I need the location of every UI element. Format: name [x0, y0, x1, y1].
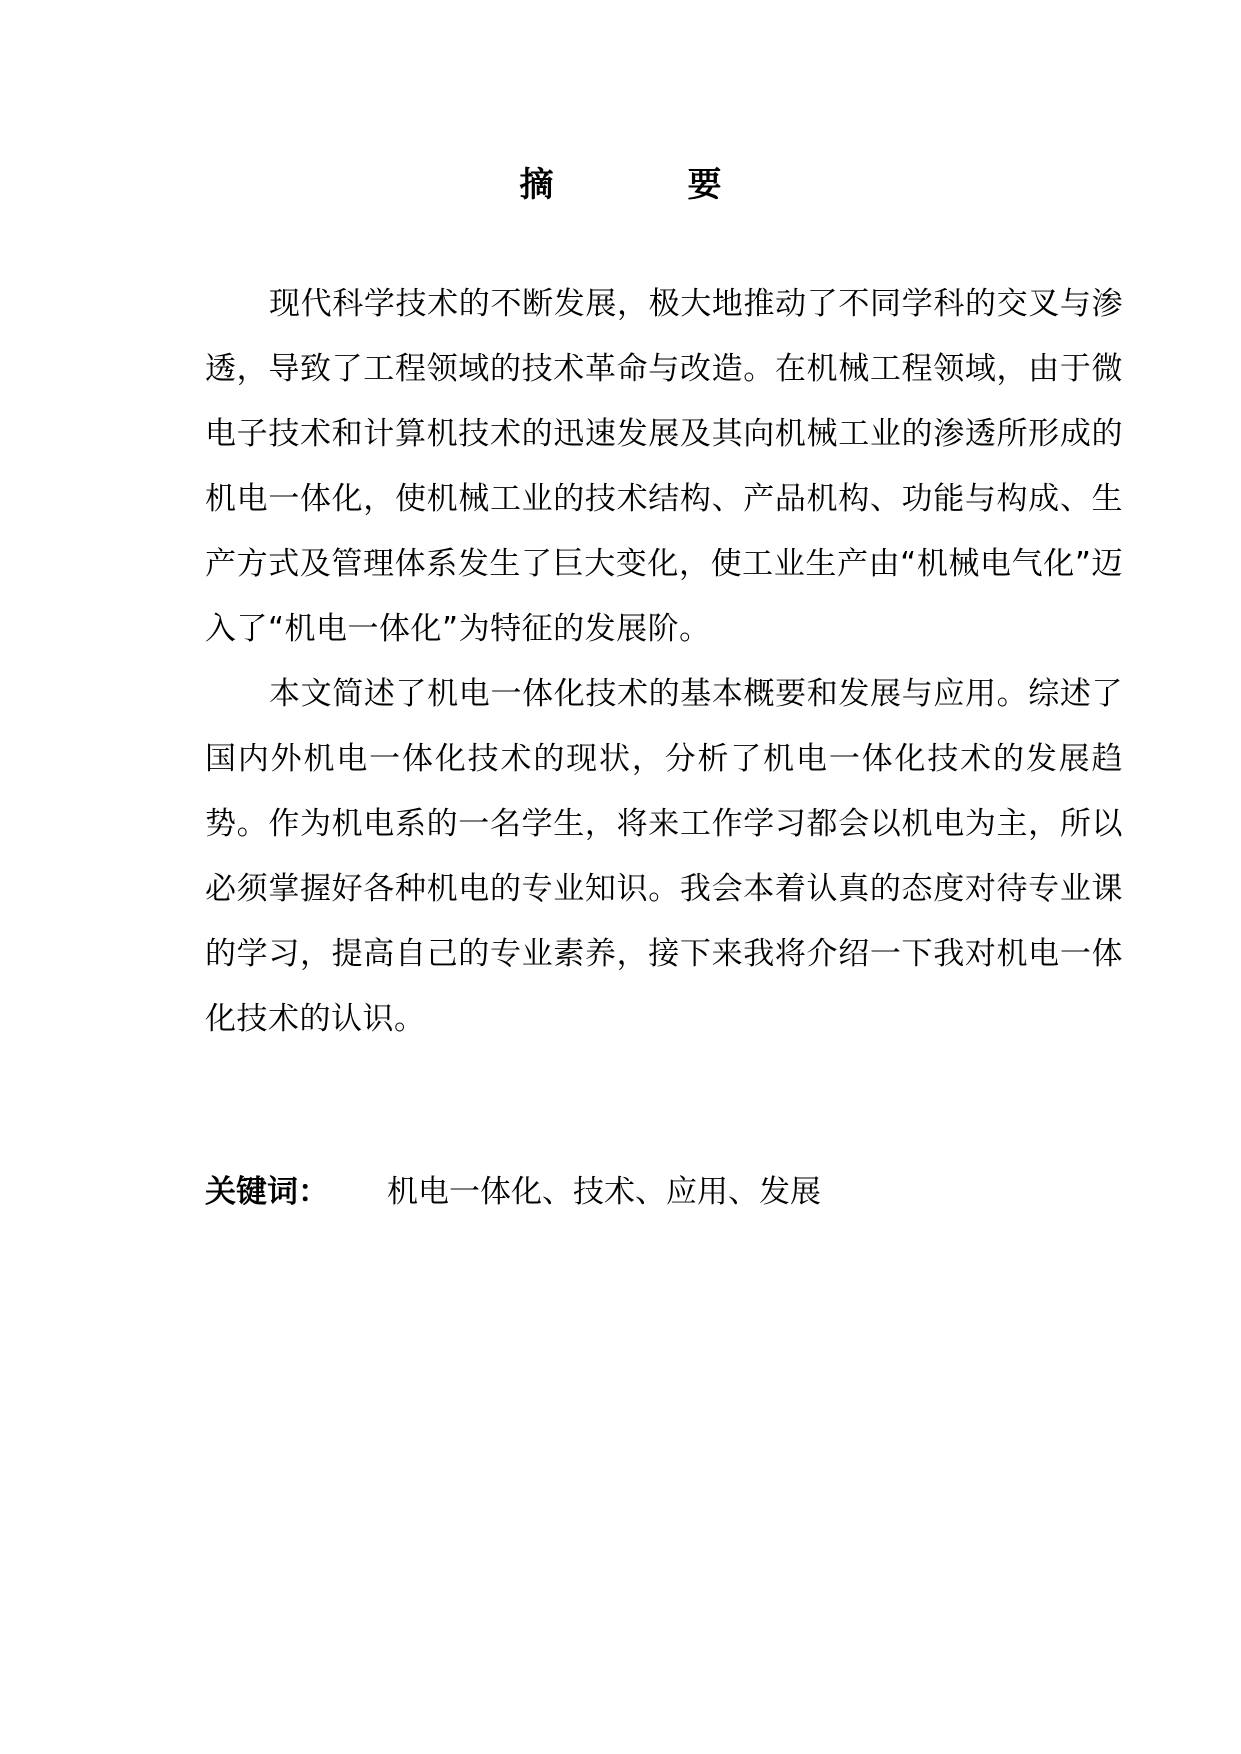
abstract-title: 摘 要	[519, 165, 772, 205]
abstract-paragraph-2: 本文简述了机电一体化技术的基本概要和发展与应用。综述了国内外机电一体化技术的现状，分析了机电一体化技术的发展趋势。作为机电系的一名学生，将来工作学习都会以机电为主，所以必须掌握好各种机电的专业知识。我会本着认真的态度对待专业课的学习，提高自己的专业素养，接下来我将介绍一下我对机电一体化技术的认识。	[205, 676, 1123, 1037]
keywords-value: 机电一体化、技术、应用、发展	[387, 1174, 821, 1210]
keywords-line	[205, 1167, 821, 1217]
abstract-body	[205, 272, 1123, 1052]
abstract-paragraph-1: 现代科学技术的不断发展，极大地推动了不同学科的交叉与渗透，导致了工程领域的技术革命与改造。在机械工程领域，由于微电子技术和计算机技术的迅速发展及其向机械工业的渗透所形成的机电一体化，使机械工业的技术结构、产品机构、功能与构成、生产方式及管理体系发生了巨大变化，使工业生产由“机械电气化”迈入了“机电一体化”为特征的发展阶。	[205, 286, 1123, 647]
keywords-label: 关键词：	[205, 1174, 329, 1210]
